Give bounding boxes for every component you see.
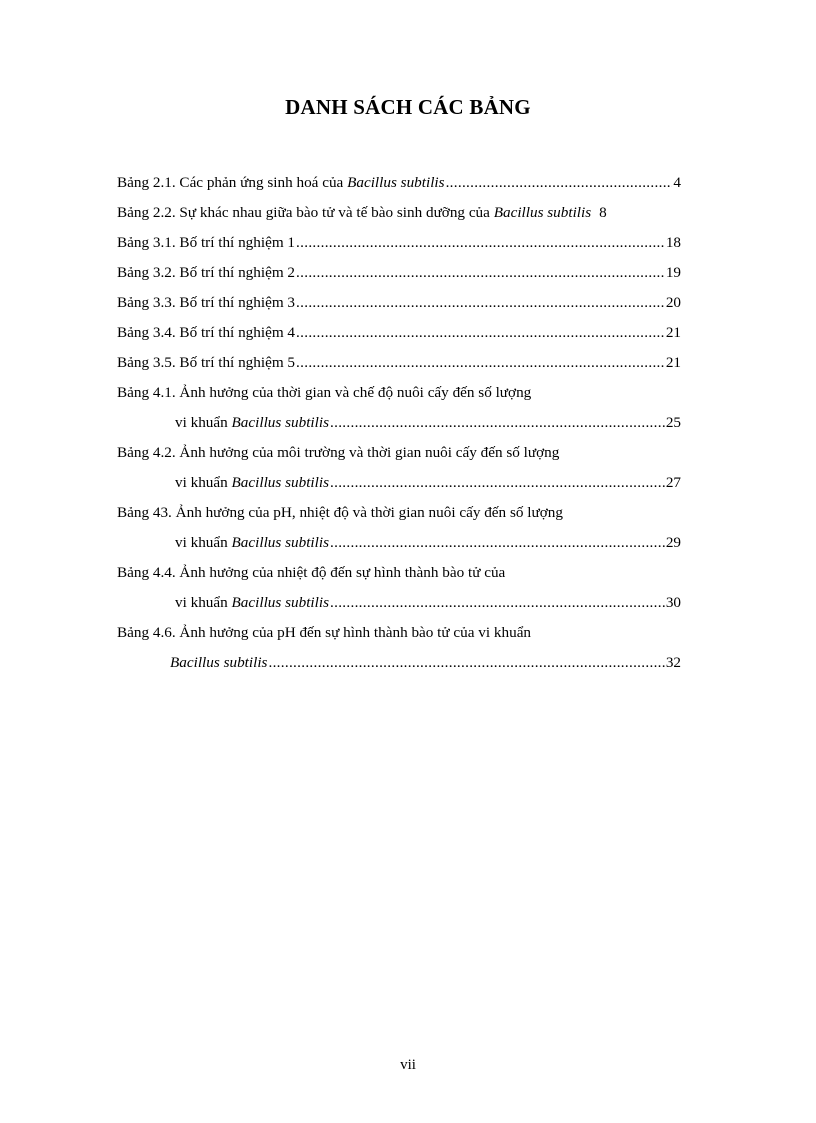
table-entry[interactable]: [117, 288, 681, 318]
table-entry-text: [117, 558, 505, 588]
entry-page-number: 20: [665, 294, 681, 311]
table-entry-line: [117, 348, 681, 378]
table-entry-text: [117, 198, 591, 228]
table-entry[interactable]: [117, 198, 681, 228]
dot-leader: [330, 408, 665, 438]
table-entry[interactable]: [117, 498, 681, 558]
dot-leader: [330, 588, 665, 618]
species-name: Bacillus subtilis: [231, 534, 329, 551]
table-entry-text: [117, 438, 559, 468]
table-entry[interactable]: [117, 378, 681, 438]
table-entry-text: [117, 348, 295, 378]
table-entry-line: [117, 528, 681, 558]
entry-caption: vi khuẩn: [175, 474, 232, 491]
entry-caption: Bảng 4.4. Ảnh hưởng của nhiệt độ đến sự hình thành bào tử của: [117, 564, 506, 581]
entry-caption: Bảng 3.2. Bố trí thí nghiệm 2: [117, 264, 296, 281]
entry-caption: Bảng 4.1. Ảnh hưởng của thời gian và chế độ nuôi cấy đến số lượng: [117, 384, 532, 401]
entry-caption: Bảng 3.4. Bố trí thí nghiệm 4: [117, 324, 296, 341]
entry-caption: Bảng 4.6. Ảnh hưởng của pH đến sự hình thành bào tử của vi khuẩn: [117, 624, 532, 641]
table-entry[interactable]: [117, 438, 681, 498]
dot-leader: [330, 468, 665, 498]
table-entry-line: [117, 408, 681, 438]
table-entry-text: [117, 498, 563, 528]
dot-leader: [446, 168, 673, 198]
table-entry[interactable]: [117, 318, 681, 348]
table-entry-text: [175, 528, 329, 558]
entry-caption: vi khuẩn: [175, 594, 232, 611]
entry-caption: Bảng 4.2. Ảnh hưởng của môi trường và thời gian nuôi cấy đến số lượng: [117, 444, 560, 461]
table-list: [117, 168, 681, 678]
table-entry-text: [117, 318, 295, 348]
entry-page-number: 29: [665, 534, 681, 551]
table-entry-line: [117, 168, 681, 198]
table-entry-text: [117, 288, 295, 318]
table-entry-text: [175, 588, 329, 618]
table-entry[interactable]: [117, 618, 681, 678]
table-entry[interactable]: [117, 348, 681, 378]
table-entry[interactable]: [117, 258, 681, 288]
dot-leader: [296, 318, 665, 348]
table-entry-line: [117, 618, 681, 648]
dot-leader: [268, 648, 664, 678]
table-entry-line: [117, 318, 681, 348]
dot-leader: [330, 528, 665, 558]
species-name: Bacillus subtilis: [231, 414, 329, 431]
table-entry-line: [117, 288, 681, 318]
entry-page-number: 21: [665, 354, 681, 371]
table-entry[interactable]: [117, 228, 681, 258]
dot-leader: [296, 288, 665, 318]
table-entry-text: [175, 468, 329, 498]
table-entry-line: [117, 558, 681, 588]
table-entry-line: [117, 588, 681, 618]
dot-leader: [296, 258, 665, 288]
table-entry-text: [117, 228, 295, 258]
species-name: Bacillus subtilis: [170, 654, 268, 671]
page-title: DANH SÁCH CÁC BẢNG: [285, 95, 531, 119]
table-entry-line: [117, 378, 681, 408]
entry-page-number: 32: [665, 654, 681, 671]
entry-page-number: 18: [665, 234, 681, 251]
table-entry[interactable]: [117, 558, 681, 618]
dot-leader: [296, 228, 665, 258]
page-number: vii: [400, 1057, 416, 1073]
dot-leader: [296, 348, 665, 378]
entry-caption: Bảng 3.3. Bố trí thí nghiệm 3: [117, 294, 296, 311]
table-entry-text: [117, 618, 531, 648]
table-entry-line: [117, 468, 681, 498]
entry-page-number: 27: [665, 474, 681, 491]
entry-caption: Bảng 2.2. Sự khác nhau giữa bào tử và tế bào sinh dưỡng của: [117, 204, 494, 221]
table-entry-text: [117, 258, 295, 288]
table-entry-text: [117, 168, 445, 198]
table-entry-line: [117, 228, 681, 258]
species-name: Bacillus subtilis: [231, 474, 329, 491]
table-entry-line: [117, 258, 681, 288]
entry-caption: Bảng 3.5. Bố trí thí nghiệm 5: [117, 354, 296, 371]
entry-caption: vi khuẩn: [175, 414, 232, 431]
entry-caption: Bảng 3.1. Bố trí thí nghiệm 1: [117, 234, 296, 251]
entry-caption: Bảng 43. Ảnh hưởng của pH, nhiệt độ và thời gian nuôi cấy đến số lượng: [117, 504, 563, 521]
table-entry-line: [117, 438, 681, 468]
entry-page-number: 8: [599, 204, 607, 221]
table-entry-line: [117, 498, 681, 528]
species-name: Bacillus subtilis: [231, 594, 329, 611]
entry-page-number: 21: [665, 324, 681, 341]
entry-page-number: 19: [665, 264, 681, 281]
table-entry-line: [117, 198, 681, 228]
table-entry[interactable]: [117, 168, 681, 198]
table-entry-line: [117, 648, 681, 678]
table-entry-text: [170, 648, 267, 678]
entry-page-number: 30: [665, 594, 681, 611]
table-entry-text: [175, 408, 329, 438]
entry-page-number: 4: [673, 174, 681, 191]
species-name: Bacillus subtilis: [493, 204, 592, 221]
entry-page-number: 25: [665, 414, 681, 431]
table-entry-text: [117, 378, 531, 408]
entry-caption: vi khuẩn: [175, 534, 232, 551]
entry-caption: Bảng 2.1. Các phản ứng sinh hoá của: [117, 174, 348, 191]
species-name: Bacillus subtilis: [347, 174, 445, 191]
